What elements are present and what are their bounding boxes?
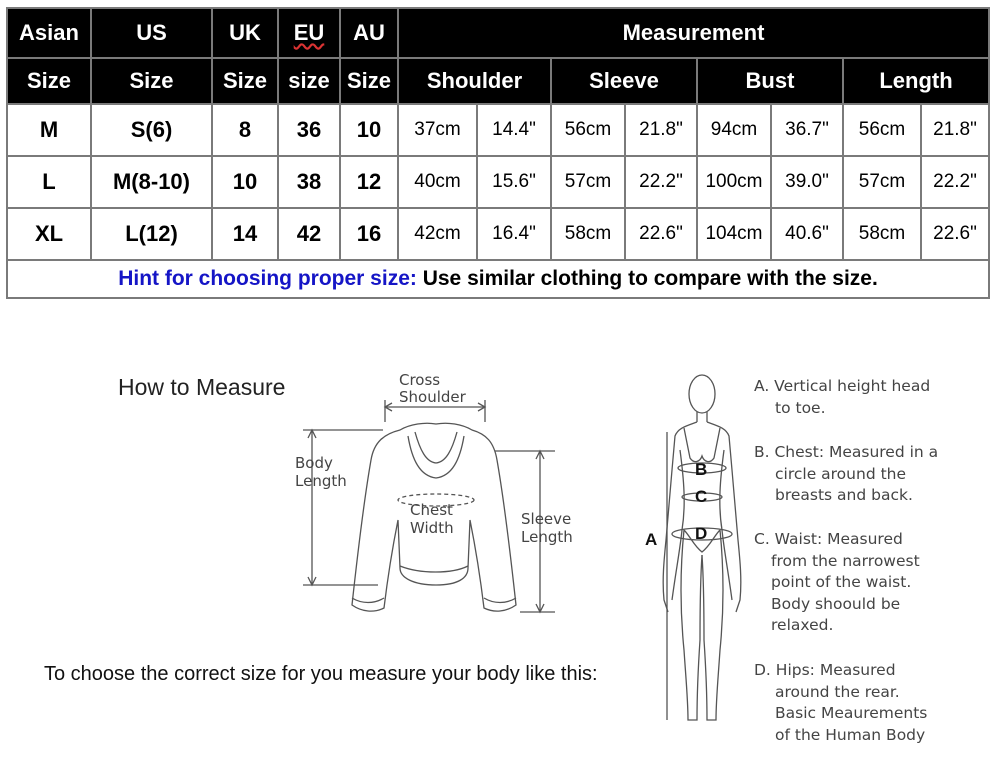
cell-length-cm: 57cm [843,156,921,208]
cell-shoulder-cm: 42cm [398,208,477,260]
legend-a: A. Vertical height head to toe. [754,377,931,417]
header-asian: Asian [7,8,91,58]
cell-uk: 14 [212,208,278,260]
cell-bust-cm: 94cm [697,104,771,156]
header-shoulder: Shoulder [398,58,551,104]
cell-us: S(6) [91,104,212,156]
cell-bust-cm: 100cm [697,156,771,208]
cell-sleeve-cm: 57cm [551,156,625,208]
cell-bust-in: 36.7" [771,104,843,156]
hint-text: Use similar clothing to compare with the size. [416,267,878,290]
header-eu: EU [278,8,340,58]
cell-uk: 10 [212,156,278,208]
chest-label: Chest [410,501,453,519]
header-eu-size: size [278,58,340,104]
header-us-size: Size [91,58,212,104]
header-measurement: Measurement [398,8,989,58]
cell-eu: 36 [278,104,340,156]
header-asian-size: Size [7,58,91,104]
body-label: Body [295,454,333,472]
cell-length-in: 22.6" [921,208,989,260]
header-us: US [91,8,212,58]
header-au-size: Size [340,58,398,104]
cell-us: M(8-10) [91,156,212,208]
cell-shoulder-in: 16.4" [477,208,551,260]
cell-length-cm: 56cm [843,104,921,156]
cell-uk: 8 [212,104,278,156]
cell-eu: 42 [278,208,340,260]
width-label: Width [410,519,454,537]
cell-bust-cm: 104cm [697,208,771,260]
body-length-label: Length [295,472,347,490]
how-to-measure-title: How to Measure [118,374,286,400]
cell-asian: L [7,156,91,208]
cell-asian: M [7,104,91,156]
instruction-text: To choose the correct size for you measure your body like this: [44,663,598,685]
cell-sleeve-cm: 56cm [551,104,625,156]
sleeve-label: Sleeve [521,510,572,528]
body-letter-b: B [695,460,708,479]
cross-label: Cross [399,371,441,389]
cell-sleeve-in: 22.6" [625,208,697,260]
cell-au: 12 [340,156,398,208]
cell-shoulder-cm: 40cm [398,156,477,208]
body-letter-c: C [695,487,708,506]
cell-shoulder-in: 15.6" [477,156,551,208]
cell-au: 16 [340,208,398,260]
cell-us: L(12) [91,208,212,260]
cell-shoulder-in: 14.4" [477,104,551,156]
cell-sleeve-in: 21.8" [625,104,697,156]
legend-c: C. Waist: Measured from the narrowest point of the waist. Body shoould be relaxed. [754,530,920,634]
cell-sleeve-cm: 58cm [551,208,625,260]
cell-shoulder-cm: 37cm [398,104,477,156]
body-letter-a: A [645,530,658,549]
header-uk: UK [212,8,278,58]
cell-length-in: 21.8" [921,104,989,156]
cell-sleeve-in: 22.2" [625,156,697,208]
legend-b: B. Chest: Measured in a circle around the breasts and back. [754,443,939,504]
legend-d: D. Hips: Measured around the rear. Basic Meaurements of the Human Body [754,661,928,744]
cell-bust-in: 40.6" [771,208,843,260]
sleeve-length-label: Length [521,528,573,546]
header-uk-size: Size [212,58,278,104]
cell-eu: 38 [278,156,340,208]
cell-asian: XL [7,208,91,260]
header-length: Length [843,58,989,104]
header-au: AU [340,8,398,58]
cell-length-in: 22.2" [921,156,989,208]
hint-label: Hint for choosing proper size: [118,267,417,290]
shoulder-label: Shoulder [399,388,466,406]
cell-au: 10 [340,104,398,156]
cell-length-cm: 58cm [843,208,921,260]
cell-bust-in: 39.0" [771,156,843,208]
header-sleeve: Sleeve [551,58,697,104]
body-letter-d: D [695,524,708,543]
header-bust: Bust [697,58,843,104]
